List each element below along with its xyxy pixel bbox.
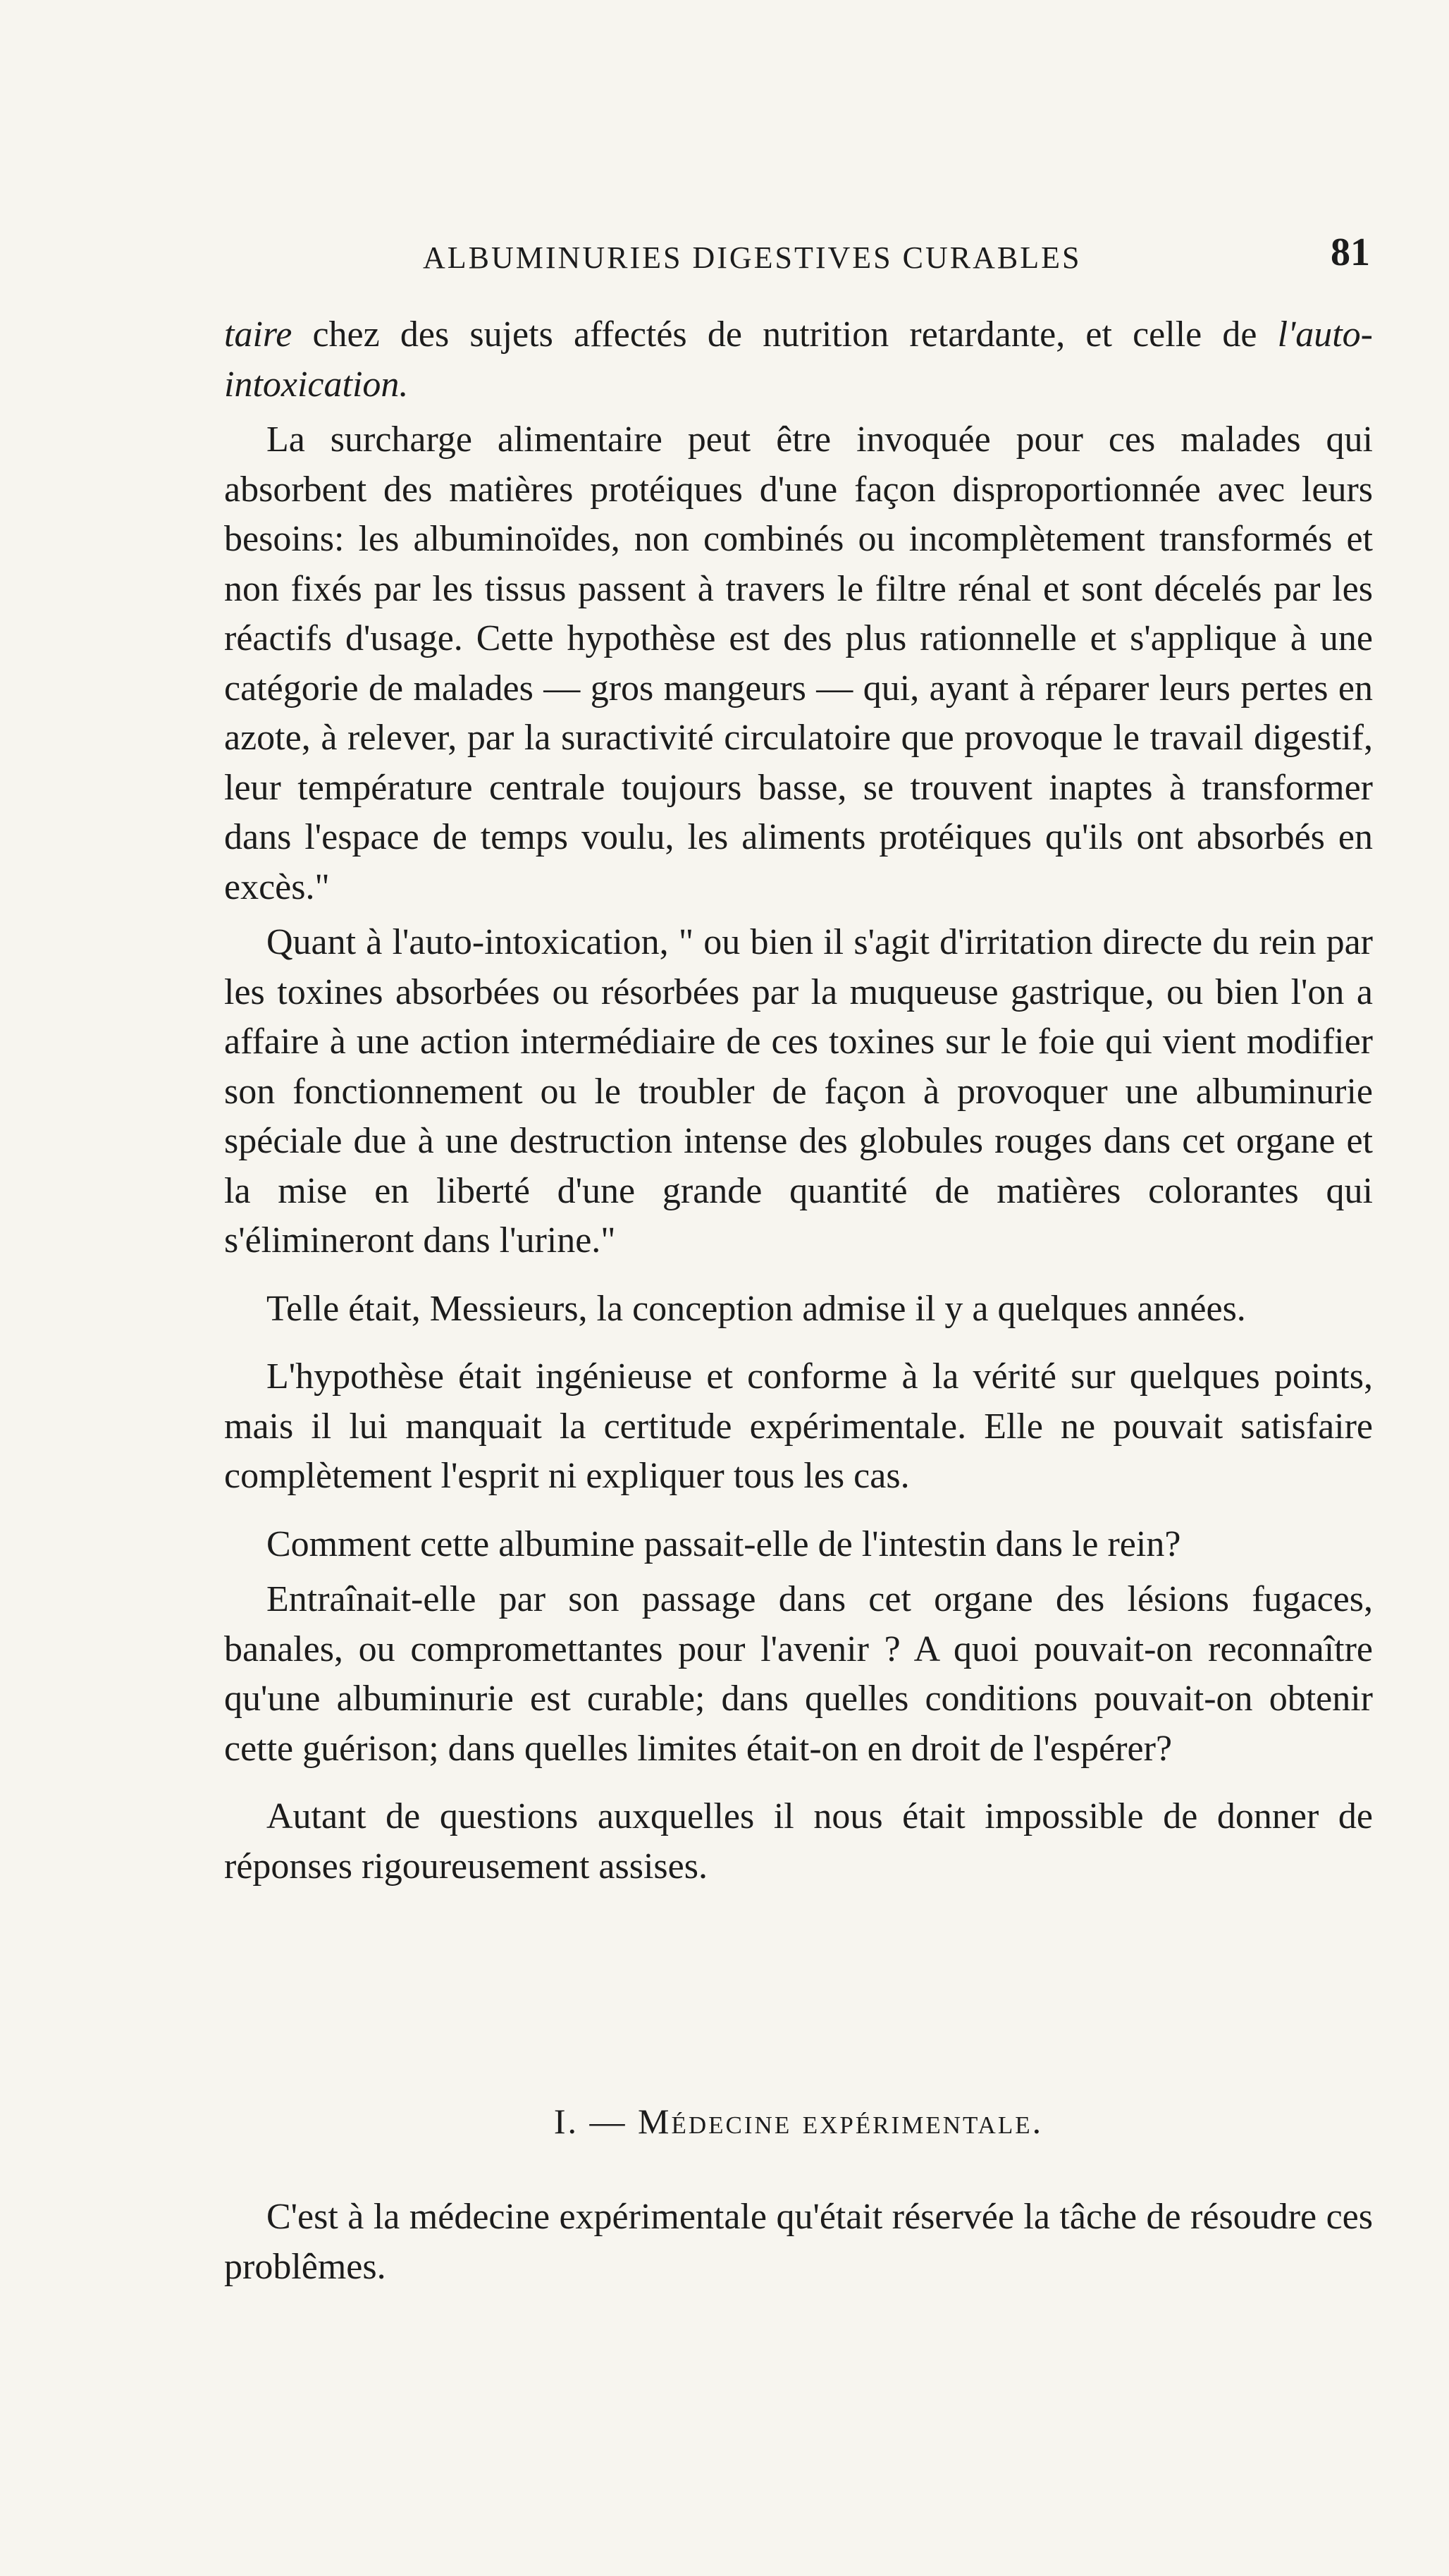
body-text (224, 310, 1373, 1891)
paragraph-autant: Autant de questions auxquelles il nous était impossible de donner de réponses rigoureusement assises. (224, 1796, 1373, 1887)
section-heading (224, 2101, 1373, 2142)
paragraph-hypothese: L'hypothèse était ingénieuse et conforme à la vérité sur quelques points, mais il lui manquait la certitude expérimentale. Elle ne pouvait satisfaire complètement l'esprit ni expliquer tous les cas. (224, 1356, 1373, 1496)
italic-term: l'auto-intoxication. (224, 314, 1373, 405)
paragraph-text: chez des sujets affectés de nutrition retardante, et celle de (292, 314, 1278, 355)
paragraph-continuation (224, 310, 1373, 410)
page-number: 81 (1331, 231, 1370, 274)
paragraph-question: Comment cette albumine passait-elle de l'intestin dans le rein? (266, 1523, 1181, 1564)
paragraph-conception: Telle était, Messieurs, la conception admise il y a quelques années. (266, 1288, 1246, 1329)
paragraph-questions-list: Entraînait-elle par son passage dans cet organe des lésions fugaces, banales, ou compromettantes pour l'avenir ? A quoi pouvait-on reconnaître qu'une albuminurie est curable; dans quelles conditions pouvait-on obtenir cette guérison; dans quelles limites était-on en droit de l'espérer? (224, 1579, 1373, 1769)
italic-word: taire (224, 314, 292, 355)
paragraph-final: C'est à la médecine expérimentale qu'était réservée la tâche de résoudre ces problêmes. (224, 2197, 1373, 2287)
final-text (224, 2192, 1373, 2292)
paragraph-auto-intoxication: Quant à l'auto-intoxication, " ou bien il s'agit d'irritation directe du rein par les toxines absorbées ou résorbées par la muqueuse gastrique, ou bien l'on a affaire à une action intermédiaire de ces toxines sur le foie qui vient modifier son fonctionnement ou le troubler de façon à provoquer une albuminurie spéciale due à une destruction intense des globules rouges dans cet organe et la mise en liberté d'une grande quantité de matières colorantes qui s'élimineront dans l'urine." (224, 922, 1373, 1261)
paragraph-surcharge: La surcharge alimentaire peut être invoquée pour ces malades qui absorbent des matières protéiques d'une façon disproportionnée avec leurs besoins: les albuminoïdes, non combinés ou incomplètement transformés et non fixés par les tissus passent à travers le filtre rénal et sont décelés par les réactifs d'usage. Cette hypothèse est des plus rationnelle et s'applique à une catégorie de malades — gros mangeurs — qui, ayant à réparer leurs pertes en azote, à relever, par la suractivité circulatoire que provoque le travail digestif, leur température centrale toujours basse, se trouvent inaptes à transformer dans l'espace de temps voulu, les aliments protéiques qu'ils ont absorbés en excès." (224, 419, 1373, 907)
running-title: ALBUMINURIES DIGESTIVES CURABLES (423, 240, 1082, 275)
section-number: I. — (553, 2102, 627, 2141)
section-title: Médecine expérimentale. (638, 2102, 1044, 2141)
